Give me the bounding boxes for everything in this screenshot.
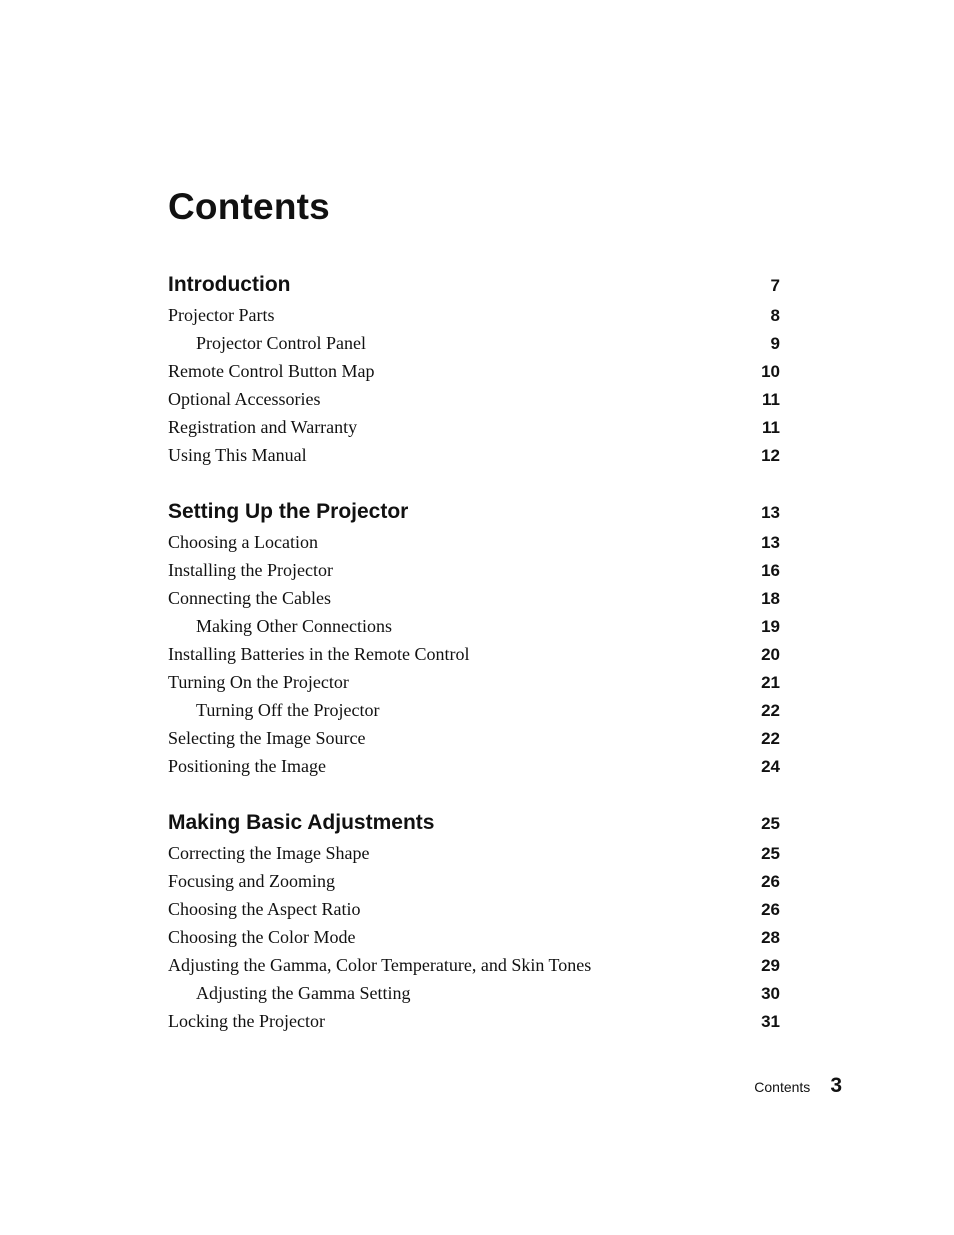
toc-entry[interactable] [168, 867, 780, 895]
toc-entry-page: 20 [761, 645, 780, 664]
toc-entry[interactable] [168, 1007, 780, 1035]
section-page-number: 7 [770, 276, 780, 295]
toc-entry[interactable] [168, 413, 780, 441]
toc-entry-label: Choosing the Color Mode [168, 927, 356, 947]
toc-entry-label: Choosing a Location [168, 532, 318, 552]
toc-entry-label: Connecting the Cables [168, 588, 331, 608]
toc-entry[interactable] [168, 612, 780, 640]
toc-section-heading[interactable] [168, 495, 780, 528]
toc-entry-page: 8 [770, 306, 780, 325]
toc-entry-label: Selecting the Image Source [168, 728, 366, 748]
toc-entry-page: 10 [761, 362, 780, 381]
toc-entry[interactable] [168, 357, 780, 385]
toc-entry-page: 26 [761, 872, 780, 891]
toc-section [168, 495, 780, 780]
toc-entry[interactable] [168, 979, 780, 1007]
toc-entry[interactable] [168, 528, 780, 556]
toc-entry-page: 29 [761, 956, 780, 975]
toc-entry-label: Projector Parts [168, 305, 275, 325]
toc-entry[interactable] [168, 923, 780, 951]
toc-entry-page: 26 [761, 900, 780, 919]
toc-section-heading[interactable] [168, 806, 780, 839]
toc-entry[interactable] [168, 301, 780, 329]
page-title: Contents [168, 186, 330, 227]
toc-entry-label: Choosing the Aspect Ratio [168, 899, 361, 919]
toc-entry-page: 16 [761, 561, 780, 580]
toc-entry-label: Optional Accessories [168, 389, 321, 409]
section-heading-text: Setting Up the Projector [168, 500, 409, 523]
section-page-number: 25 [761, 814, 780, 833]
toc-entry[interactable] [168, 584, 780, 612]
toc-entry-label: Adjusting the Gamma, Color Temperature, and Skin Tones [168, 955, 592, 975]
toc-entry-page: 19 [761, 617, 780, 636]
page-footer [754, 1074, 842, 1098]
toc-entry[interactable] [168, 385, 780, 413]
toc-entry-page: 22 [761, 729, 780, 748]
toc-entry[interactable] [168, 441, 780, 469]
section-page-number: 13 [761, 503, 780, 522]
toc-entry-page: 21 [761, 673, 780, 692]
toc-entry-page: 31 [761, 1012, 780, 1031]
toc-entry[interactable] [168, 640, 780, 668]
toc-entry[interactable] [168, 895, 780, 923]
section-heading-text: Making Basic Adjustments [168, 811, 435, 834]
toc-entry[interactable] [168, 329, 780, 357]
toc-entry-label: Positioning the Image [168, 756, 326, 776]
toc-entry-page: 30 [761, 984, 780, 1003]
footer-page-number: 3 [830, 1074, 842, 1097]
toc-entry-label: Installing Batteries in the Remote Control [168, 644, 470, 664]
toc-section [168, 268, 780, 469]
toc-entry-label: Locking the Projector [168, 1011, 325, 1031]
section-heading-text: Introduction [168, 273, 291, 296]
toc-entry-label: Projector Control Panel [196, 333, 366, 353]
toc-entry-page: 24 [761, 757, 780, 776]
toc-entry-page: 18 [761, 589, 780, 608]
toc-entry[interactable] [168, 696, 780, 724]
toc-entry-page: 11 [762, 418, 780, 437]
toc-entry-label: Using This Manual [168, 445, 307, 465]
toc-entry[interactable] [168, 752, 780, 780]
toc-entry[interactable] [168, 724, 780, 752]
toc-entry-page: 25 [761, 844, 780, 863]
toc-entry[interactable] [168, 668, 780, 696]
toc-entry-page: 22 [761, 701, 780, 720]
toc-entry-label: Correcting the Image Shape [168, 843, 370, 863]
toc-section-heading[interactable] [168, 268, 780, 301]
toc-entry-page: 28 [761, 928, 780, 947]
toc-entry-page: 13 [761, 533, 780, 552]
toc-entry[interactable] [168, 951, 780, 979]
footer-label: Contents [754, 1079, 811, 1095]
toc-entry-label: Registration and Warranty [168, 417, 358, 437]
toc-entry-page: 9 [770, 334, 780, 353]
toc-entry-label: Turning Off the Projector [196, 700, 380, 720]
toc-section [168, 806, 780, 1035]
toc-entry-label: Adjusting the Gamma Setting [196, 983, 411, 1003]
toc-entry-label: Focusing and Zooming [168, 871, 335, 891]
toc-entry[interactable] [168, 839, 780, 867]
toc-entry[interactable] [168, 556, 780, 584]
toc-entry-label: Making Other Connections [196, 616, 392, 636]
toc-entry-label: Turning On the Projector [168, 672, 349, 692]
toc-entry-label: Remote Control Button Map [168, 361, 375, 381]
table-of-contents [168, 268, 780, 1061]
toc-entry-label: Installing the Projector [168, 560, 333, 580]
toc-entry-page: 11 [762, 390, 780, 409]
toc-entry-page: 12 [761, 446, 780, 465]
